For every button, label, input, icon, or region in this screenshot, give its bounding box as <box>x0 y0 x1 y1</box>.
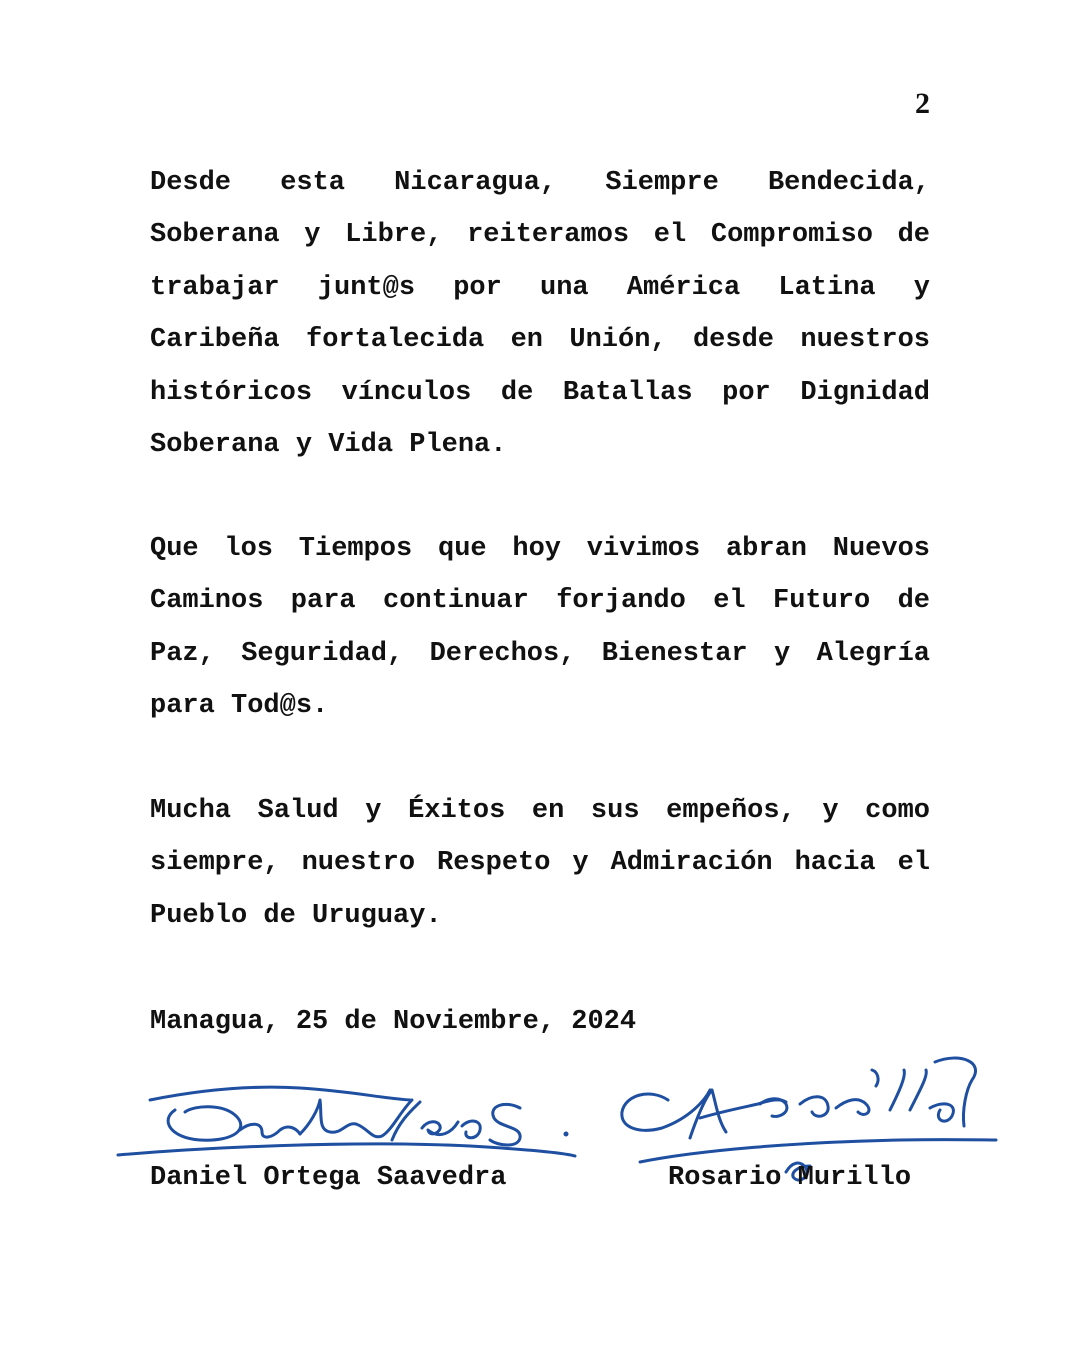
paragraph-commitment: Desde esta Nicaragua, Siempre Bendecida, Soberana y Libre, reiteramos el Compromiso de trabajar junt@s por una América Latina y Caribeña fortalecida en Unión, desde nuestros históricos vínculos de Batallas por Dignidad Soberana y Vida Plena. <box>150 168 930 461</box>
signature-daniel-ortega <box>118 1087 575 1156</box>
signatory-name-rosario: Rosario Murillo <box>668 1163 912 1193</box>
signatory-name-daniel: Daniel Ortega Saavedra <box>150 1163 507 1193</box>
paragraph-wishes: Mucha Salud y Éxitos en sus empeños, y como siempre, nuestro Respeto y Admiración hacia el Pueblo de Uruguay. <box>150 796 930 931</box>
dateline: Managua, 25 de Noviembre, 2024 <box>150 1007 637 1037</box>
paragraph-new-paths: Que los Tiempos que hoy vivimos abran Nuevos Caminos para continuar forjando el Futuro de Paz, Seguridad, Derechos, Bienestar y Alegría para Tod@s. <box>150 534 930 722</box>
page-number: 2 <box>915 87 930 120</box>
